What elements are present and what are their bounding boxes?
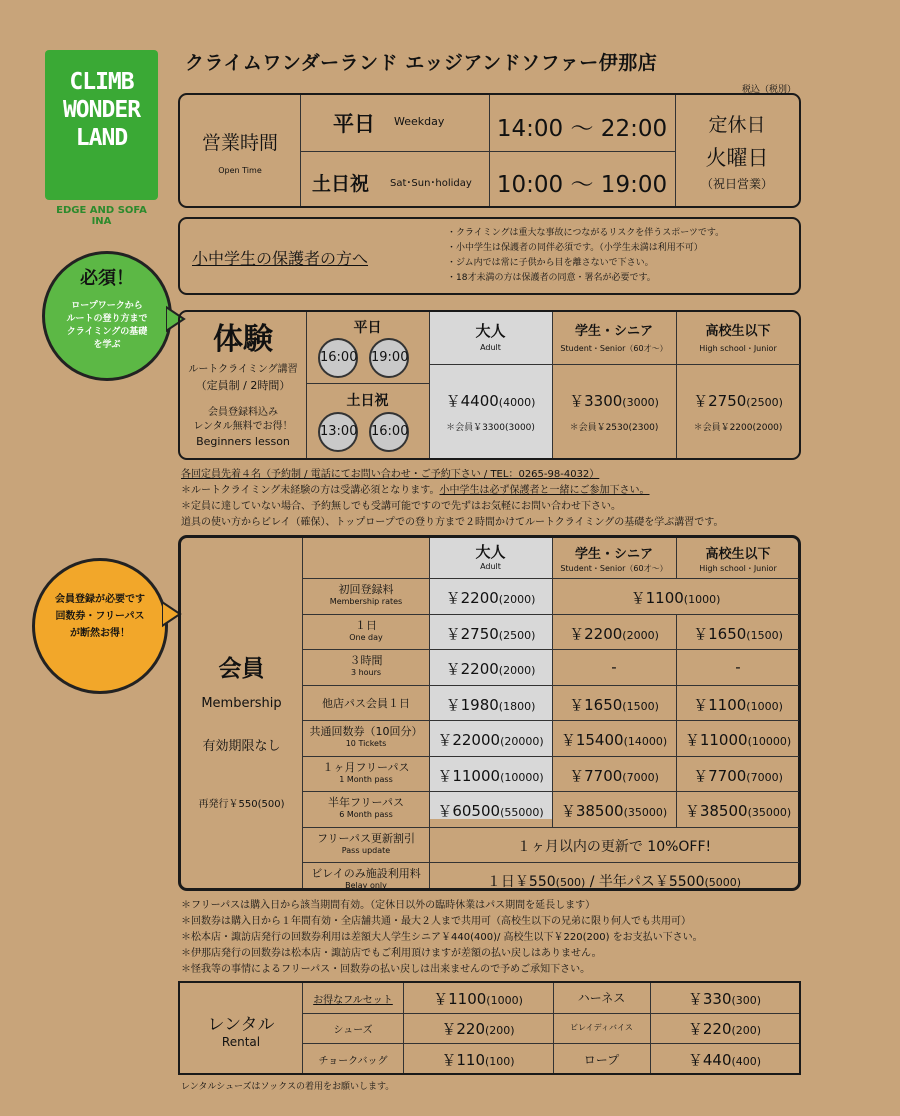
rental-price-rope: ￥440(400) [687,1051,762,1069]
mem-price-student: ￥15400(14000) [560,731,668,749]
mem-price-adult: ￥11000(10000) [437,766,544,785]
hours-label-en: Open Time [218,166,262,175]
logo-line-2: WONDER [62,97,141,123]
trial-price-junior: ￥2750(2500) [693,392,783,410]
trial-note-1: 各回定員先着４名（予約制 / 電話にてお問い合わせ・ご予約下さい / TEL：0265-98-4032） [181,469,600,480]
mem-row-label: １ヶ月フリーパス 1 Month pass [322,760,410,784]
member-note-1: ＊フリーパスは購入日から該当期間有効。（定休日以外の臨時休業はパス期間を延長します） [181,900,596,911]
rental-item-chalkbag: チョークバッグ [318,1056,388,1067]
member-note-4: ＊伊那店発行の回数券は松本店・諏訪店でもご利用頂けますが差額の払い戻しはありません。 [181,948,602,959]
brand-logo [45,50,158,200]
mem-price-adult: ￥2200(2000) [445,660,536,678]
mem-col-junior: 高校生以下 [705,547,771,562]
mem-price-student: - [611,658,617,676]
mem-col-junior-en: High school・Junior [699,564,777,573]
weekday-label-en: Weekday [394,115,445,128]
mem-price-junior: ￥11000(10000) [684,731,792,749]
mem-price-student: ￥2200(2000) [569,624,659,643]
trial-title: 体験 [213,322,273,357]
closed-label: 定休日 [708,114,766,136]
mem-row-merged: １日￥550(500) / 半年パス￥5500(5000) [486,874,742,890]
slot-weekday-2: 19:00 [369,338,409,378]
weekend-time: 10:00 ～ 19:00 [496,172,668,198]
trial-col-adult: 大人 [475,322,506,340]
slot-weekend-1: 13:00 [318,412,358,452]
trial-weekday-label: 平日 [353,320,382,336]
member-note-2: ＊回数券は購入日から１年間有効・全店舗共通・最大２人まで共用可（高校生以下の兄弟に限り何人でも共用可） [181,916,691,927]
mem-row-label: ビレイのみ施設利用料 Belay only [311,867,421,890]
mem-price-student: ￥7700(7000) [569,766,659,785]
membership-validity: 有効期限なし [202,739,281,754]
rental-price-fullset: ￥1100(1000) [433,990,523,1008]
trial-sub2: （定員制 / 2時間） [195,379,291,392]
membership-reissue: 再発行￥550(500) [198,799,285,810]
closed-note: （祝日営業） [700,177,773,191]
mem-price-adult: ￥22000(20000) [437,731,544,749]
member-note-5: ＊怪我等の事情によるフリーパス・回数券の払い戻しは出来ませんので予めご承知下さい。 [181,964,591,975]
mem-price-junior: - [735,658,741,676]
logo-subtitle: EDGE AND SOFA INA [56,205,147,227]
trial-sub4: レンタル無料でお得！ [193,421,293,432]
slot-weekday-1: 16:00 [318,338,358,378]
guardian-title: 小中学生の保護者の方へ [192,249,369,268]
mem-price-junior: ￥7700(7000) [693,766,783,785]
trial-weekend-label: 土日祝 [346,393,389,409]
logo-line-1: CLIMB [69,69,134,95]
rental-price-shoes: ￥220(200) [441,1020,515,1038]
trial-col-junior: 高校生以下 [705,324,771,339]
mem-price-student: ￥1650(1500) [569,695,659,714]
mem-price-adult: ￥1980(1800) [445,695,536,714]
mem-price-adult: ￥60500(55000) [437,802,544,820]
weekend-label: 土日祝 [312,173,370,195]
mem-row-label: フリーパス更新割引 Pass update [316,831,415,855]
mem-price-adult: ￥2200(2000) [445,589,536,607]
required-bubble: 必須！ ロープワークから ルートの登り方まで クライミングの基礎 を学ぶ [42,251,172,381]
trial-price-student: ￥3300(3000) [569,392,659,410]
trial-col-adult-en: Adult [480,343,501,352]
rental-note: レンタルシューズはソックスの着用をお願いします。 [181,1082,395,1092]
tax-note: 税込（税別） [742,85,797,95]
weekday-time: 14:00 ～ 22:00 [496,116,668,142]
trial-member-student: ＊会員￥2530(2300) [569,423,659,433]
trial-col-student: 学生・シニア [574,324,653,339]
trial-member-junior: ＊会員￥2200(2000) [693,423,783,433]
mem-col-adult-en: Adult [480,562,501,571]
rental-item-rope: ロープ [583,1053,620,1067]
mem-row-label: 半年フリーパス 6 Month pass [327,796,404,819]
page-title: クライムワンダーランド エッジアンドソファー伊那店 [185,52,658,74]
trial-member-adult: ＊会員￥3300(3000) [446,423,535,433]
mem-row-label: 他店パス会員１日 [322,696,410,710]
rental-item-harness: ハーネス [577,991,626,1005]
mem-col-student-en: Student・Senior（60才～） [560,564,668,573]
rental-price-belay-device: ￥220(200) [687,1020,762,1038]
member-note-3: ＊松本店・諏訪店発行の回数券利用は差額大人学生シニア￥440(400)/ 高校生以下￥220(200) をお支払い下さい。 [181,932,703,943]
mem-price-junior: ￥1650(1500) [693,624,783,643]
logo-line-3: LAND [75,125,128,151]
mem-price-junior: ￥1100(1000) [693,695,783,714]
mem-price-adult: ￥2750(2500) [445,624,536,643]
mem-col-adult: 大人 [475,543,506,561]
weekday-label: 平日 [333,112,375,136]
membership-title: 会員 [218,656,265,682]
rental-price-chalkbag: ￥110(100) [441,1051,515,1069]
rental-title: レンタル [207,1015,275,1035]
rental-price-harness: ￥330(300) [687,990,762,1008]
trial-sub1: ルートクライミング講習 [188,364,298,375]
trial-note-4: 道具の使い方からビレイ（確保）、トップロープでの登り方まで２時間かけてルートクライミングの基礎を学ぶ講習です。 [181,517,724,528]
rental-item-belay-device: ビレイディバイス [570,1023,633,1032]
weekend-label-en: Sat･Sun･holiday [390,178,472,189]
mem-row-label: ３時間 3 hours [349,654,383,677]
mem-row-label: 初回登録料 Membership rates [329,583,403,606]
rental-item-shoes: シューズ [333,1025,373,1036]
mem-row-merged: １ヶ月以内の更新で 10%OFF! [516,838,712,855]
mem-row-label: 共通回数券（10回分） 10 Tickets [309,725,423,748]
rental-item-fullset: お得なフルセット [313,995,393,1006]
slot-weekend-2: 16:00 [369,412,409,452]
membership-title-en: Membership [201,696,282,711]
trial-sub3: 会員登録料込み [208,407,278,418]
member-bubble: 会員登録が必要です 回数券・フリーパス が断然お得！ [32,558,168,694]
guardian-notes: ・クライミングは重大な事故につながるリスクを伴うスポーツです。 ・小中学生は保護者の同伴必須です。（小学生未満は利用不可） ・ジム内では常に子供から目を離さないで下さい。 ・18才未満の方は保護者の同意・署名が必要です。 [447,228,725,283]
hours-label: 営業時間 [201,132,278,154]
mem-price-student: ￥38500(35000) [560,802,668,820]
mem-row-label: １日 One day [349,618,383,642]
trial-col-junior-en: High school・Junior [699,344,777,353]
trial-note-2: ＊ルートクライミング未経験の方は受講必須となります。小中学生は必ず保護者と一緒にご参加下さい。 [181,485,650,496]
trial-col-student-en: Student・Senior（60才～） [560,344,668,353]
trial-sub5: Beginners lesson [196,435,290,448]
mem-price-junior: ￥38500(35000) [684,802,792,820]
trial-note-3: ＊定員に達していない場合、予約無しでも受講可能ですので先ずはお気軽にお問い合わせ下さい。 [181,501,621,512]
trial-price-adult: ￥4400(4000) [445,392,536,410]
mem-col-student: 学生・シニア [574,547,653,562]
closed-day: 火曜日 [705,146,769,170]
rental-title-en: Rental [221,1035,261,1049]
mem-price-merged: ￥1100(1000) [630,589,721,607]
